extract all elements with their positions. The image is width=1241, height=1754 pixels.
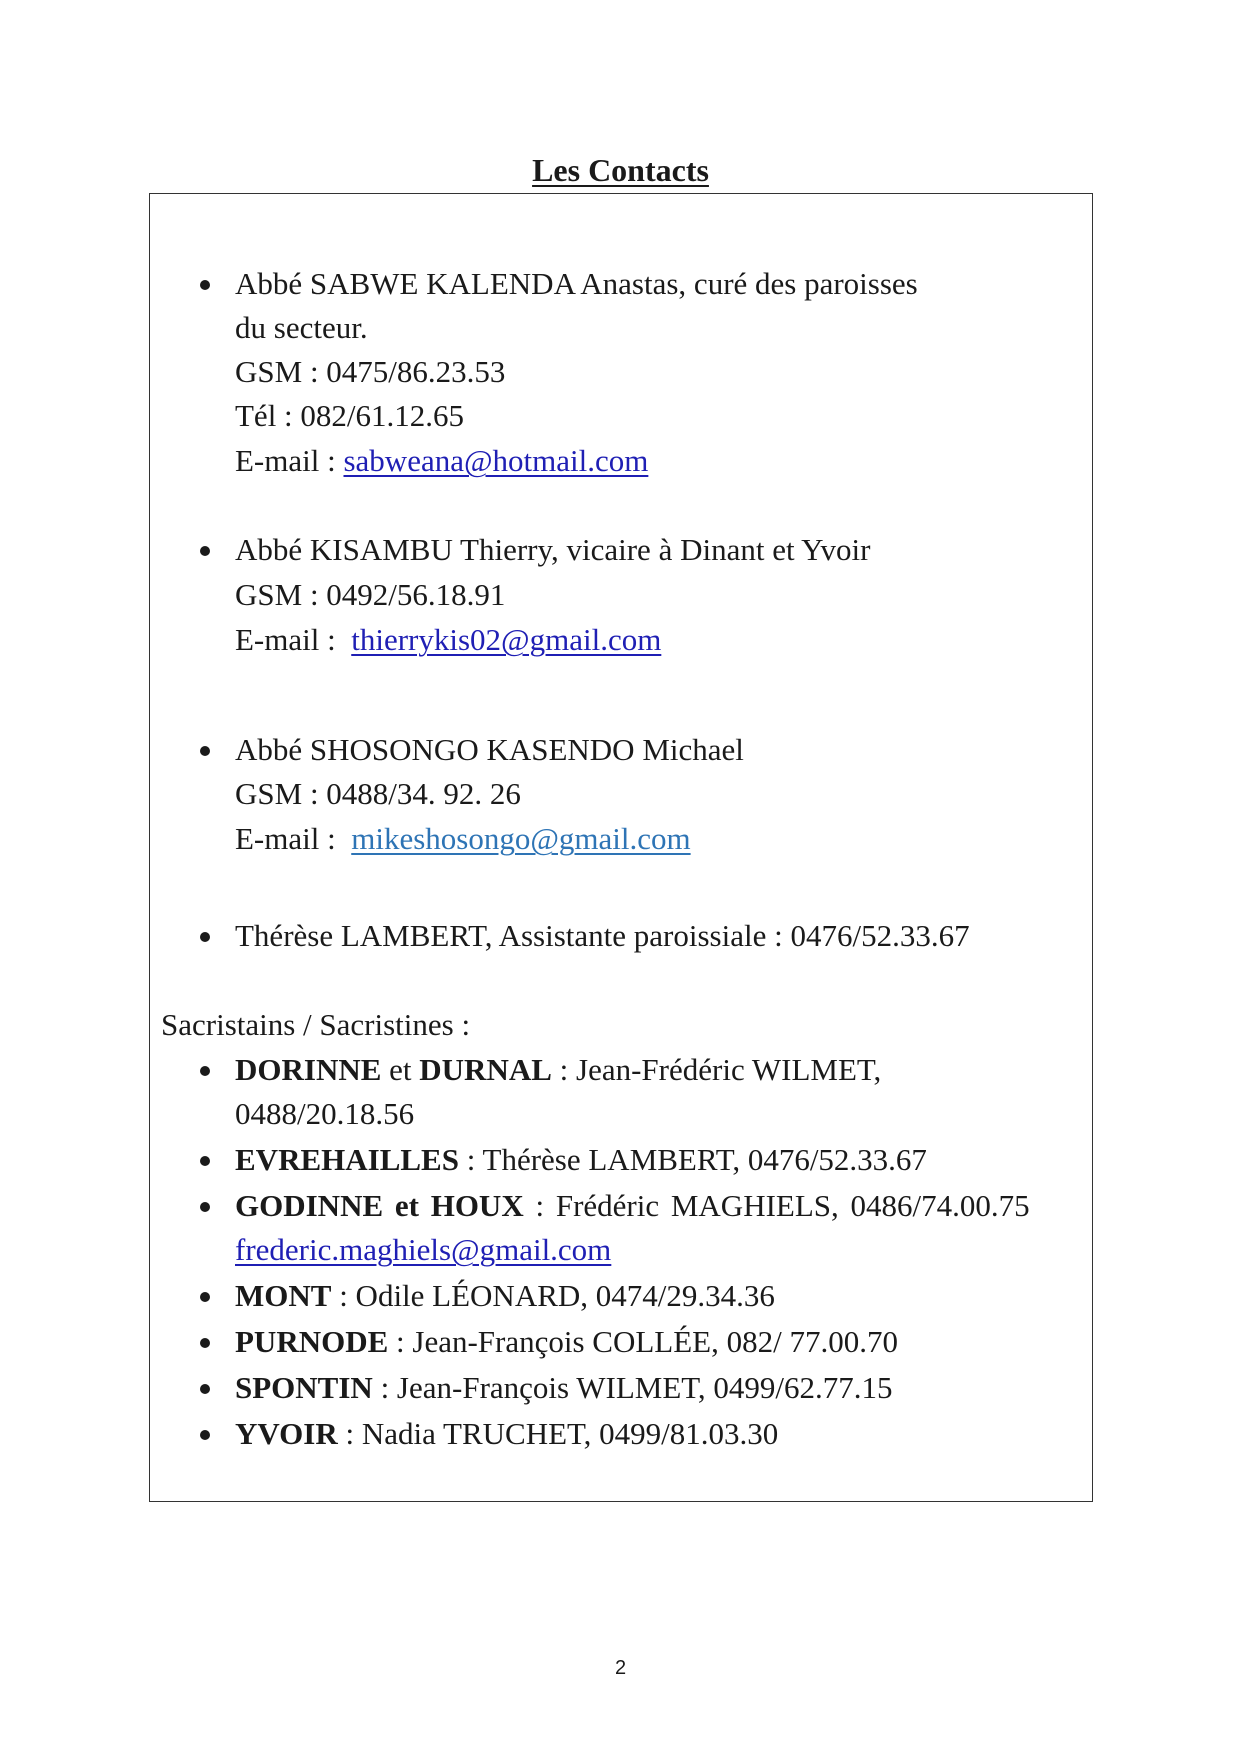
priest-3-name: Abbé SHOSONGO KASENDO Michael xyxy=(235,732,744,767)
sacristan-4-line xyxy=(235,1276,775,1316)
sacristan-7-detail: : Nadia TRUCHET, 0499/81.03.30 xyxy=(337,1416,779,1451)
sacristan-6-detail: : Jean-François WILMET, 0499/62.77.15 xyxy=(372,1370,893,1405)
priest-1-gsm: GSM : 0475/86.23.53 xyxy=(235,354,506,389)
sacristan-7-place: YVOIR xyxy=(235,1416,338,1451)
bullet-assistant xyxy=(200,932,210,942)
sacristan-2-detail: : Thérèse LAMBERT, 0476/52.33.67 xyxy=(458,1142,927,1177)
sacristan-1-line xyxy=(235,1050,881,1090)
bullet-priest-3 xyxy=(200,746,210,756)
priest-1-tel: Tél : 082/61.12.65 xyxy=(235,398,465,433)
bullet-priest-1 xyxy=(200,280,210,290)
sacristan-3-email-link[interactable]: frederic.maghiels@gmail.com xyxy=(235,1232,612,1267)
sacristan-4-detail: : Odile LÉONARD, 0474/29.34.36 xyxy=(331,1278,775,1313)
page-title xyxy=(0,150,1241,190)
priest-2-email-label: E-mail : xyxy=(235,622,352,657)
sacristan-5-detail: : Jean-François COLLÉE, 082/ 77.00.70 xyxy=(388,1324,898,1359)
page-title-text: Les Contacts xyxy=(532,152,709,188)
priest-3-email-line xyxy=(235,819,691,859)
bullet-priest-2 xyxy=(200,546,210,556)
priest-1-email-link[interactable]: sabweana@hotmail.com xyxy=(343,443,649,478)
page-number: 2 xyxy=(614,1657,627,1679)
sacristan-3-detail: : Frédéric MAGHIELS, 0486/74.00.75 xyxy=(523,1188,1030,1223)
sacristan-3-place: GODINNE et HOUX xyxy=(235,1188,524,1223)
priest-3-email-label: E-mail : xyxy=(235,821,352,856)
sacristan-3-email-line xyxy=(235,1230,611,1270)
sacristan-7-line xyxy=(235,1414,778,1454)
priest-1-name: Abbé SABWE KALENDA Anastas, curé des paroisses xyxy=(235,266,918,301)
sacristan-2-place: EVREHAILLES xyxy=(235,1142,459,1177)
sacristan-1-place-a: DORINNE xyxy=(235,1052,382,1087)
bullet-sacristan-5 xyxy=(200,1338,210,1348)
sacristan-6-place: SPONTIN xyxy=(235,1370,373,1405)
bullet-sacristan-3 xyxy=(200,1202,210,1212)
sacristan-1-joiner: et xyxy=(381,1052,420,1087)
bullet-sacristan-6 xyxy=(200,1384,210,1394)
priest-2-name: Abbé KISAMBU Thierry, vicaire à Dinant et Yvoir xyxy=(235,532,871,567)
bullet-sacristan-7 xyxy=(200,1430,210,1440)
sacristan-3-line xyxy=(235,1186,1030,1226)
priest-1-role-cont: du secteur. xyxy=(235,310,368,345)
priest-2-gsm: GSM : 0492/56.18.91 xyxy=(235,577,506,612)
bullet-sacristan-1 xyxy=(200,1066,210,1076)
sacristan-2-line xyxy=(235,1140,927,1180)
assistant-line: Thérèse LAMBERT, Assistante paroissiale : 0476/52.33.67 xyxy=(235,918,970,953)
sacristan-1-phone: 0488/20.18.56 xyxy=(235,1096,415,1131)
priest-1-email-line xyxy=(235,441,648,481)
sacristan-6-line xyxy=(235,1368,893,1408)
priest-2-email-line xyxy=(235,620,661,660)
bullet-sacristan-2 xyxy=(200,1156,210,1166)
sacristan-5-line xyxy=(235,1322,898,1362)
sacristan-1-detail: : Jean-Frédéric WILMET, xyxy=(551,1052,882,1087)
sacristan-5-place: PURNODE xyxy=(235,1324,389,1359)
sacristans-heading: Sacristains / Sacristines : xyxy=(161,1007,471,1042)
sacristan-1-place-b: DURNAL xyxy=(419,1052,552,1087)
priest-3-gsm: GSM : 0488/34. 92. 26 xyxy=(235,776,521,811)
sacristan-4-place: MONT xyxy=(235,1278,332,1313)
priest-3-email-link[interactable]: mikeshosongo@gmail.com xyxy=(351,821,691,856)
priest-1-email-label: E-mail : xyxy=(235,443,344,478)
priest-2-email-link[interactable]: thierrykis02@gmail.com xyxy=(351,622,662,657)
bullet-sacristan-4 xyxy=(200,1292,210,1302)
